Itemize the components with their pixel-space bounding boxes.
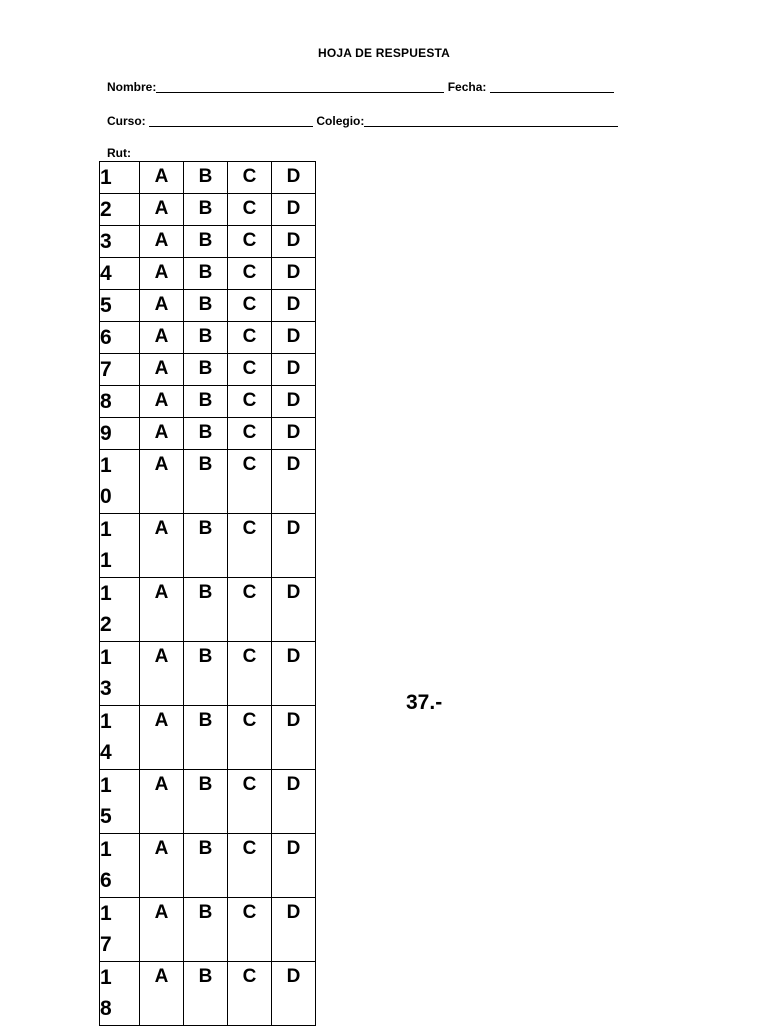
question-number-text: 4 [100, 262, 112, 285]
answer-option-c[interactable]: C [228, 834, 272, 898]
colegio-label: Colegio: [316, 114, 365, 128]
answer-option-b[interactable]: B [184, 226, 228, 258]
question-number [100, 514, 140, 578]
answer-option-d[interactable]: D [272, 386, 316, 418]
answer-option-c[interactable]: C [228, 194, 272, 226]
answer-option-a[interactable]: A [140, 194, 184, 226]
answer-option-d[interactable]: D [272, 514, 316, 578]
answer-option-b[interactable]: B [184, 706, 228, 770]
answer-option-d[interactable]: D [272, 322, 316, 354]
answer-option-c[interactable]: C [228, 386, 272, 418]
fecha-blank[interactable] [490, 81, 614, 93]
answer-option-d[interactable]: D [272, 834, 316, 898]
question-number-note: 37.- [406, 691, 443, 714]
answer-option-a[interactable]: A [140, 642, 184, 706]
nombre-label: Nombre: [107, 80, 157, 94]
question-number [100, 322, 140, 354]
rut-label: Rut: [107, 146, 131, 160]
answer-option-a[interactable]: A [140, 226, 184, 258]
answer-option-d[interactable]: D [272, 162, 316, 194]
answer-option-a[interactable]: A [140, 898, 184, 962]
answer-option-a[interactable]: A [140, 162, 184, 194]
answer-option-b[interactable]: B [184, 194, 228, 226]
answer-row [100, 194, 316, 226]
name-date-line [107, 80, 614, 94]
answer-option-a[interactable]: A [140, 386, 184, 418]
question-number [100, 962, 140, 1026]
answer-row [100, 962, 316, 1026]
answer-option-b[interactable]: B [184, 514, 228, 578]
answer-option-a[interactable]: A [140, 418, 184, 450]
answer-option-a[interactable]: A [140, 514, 184, 578]
question-number-text: 6 [100, 326, 112, 349]
sheet-title: HOJA DE RESPUESTA [317, 46, 451, 60]
answer-row [100, 706, 316, 770]
answer-row [100, 514, 316, 578]
course-school-line [107, 114, 618, 128]
answer-option-b[interactable]: B [184, 898, 228, 962]
answer-option-a[interactable]: A [140, 354, 184, 386]
answer-row [100, 386, 316, 418]
question-number-text: 14 [100, 710, 112, 764]
answer-row [100, 834, 316, 898]
question-number [100, 418, 140, 450]
question-number-text: 13 [100, 646, 112, 700]
question-number-text: 7 [100, 358, 112, 381]
question-number [100, 770, 140, 834]
answer-option-a[interactable]: A [140, 450, 184, 514]
answer-row [100, 418, 316, 450]
answer-option-c[interactable]: C [228, 226, 272, 258]
question-number [100, 386, 140, 418]
answer-option-b[interactable]: B [184, 962, 228, 1026]
question-number-text: 8 [100, 390, 112, 413]
answer-row [100, 322, 316, 354]
answer-option-c[interactable]: C [228, 322, 272, 354]
answer-table [99, 161, 316, 1026]
answer-option-d[interactable]: D [272, 642, 316, 706]
answer-option-b[interactable]: B [184, 834, 228, 898]
answer-option-a[interactable]: A [140, 706, 184, 770]
answer-option-d[interactable]: D [272, 706, 316, 770]
answer-option-d[interactable]: D [272, 194, 316, 226]
answer-option-c[interactable]: C [228, 162, 272, 194]
answer-option-c[interactable]: C [228, 514, 272, 578]
question-number [100, 258, 140, 290]
answer-option-d[interactable]: D [272, 226, 316, 258]
answer-option-a[interactable]: A [140, 834, 184, 898]
answer-option-c[interactable]: C [228, 706, 272, 770]
question-number [100, 578, 140, 642]
nombre-blank[interactable] [156, 81, 444, 93]
answer-option-a[interactable]: A [140, 258, 184, 290]
question-number [100, 706, 140, 770]
answer-option-b[interactable]: B [184, 642, 228, 706]
question-number-text: 15 [100, 774, 112, 828]
answer-option-c[interactable]: C [228, 898, 272, 962]
question-number [100, 834, 140, 898]
answer-option-a[interactable]: A [140, 578, 184, 642]
answer-option-d[interactable]: D [272, 418, 316, 450]
answer-option-b[interactable]: B [184, 322, 228, 354]
answer-option-d[interactable]: D [272, 898, 316, 962]
question-number [100, 194, 140, 226]
answer-row [100, 770, 316, 834]
answer-option-a[interactable]: A [140, 322, 184, 354]
fecha-label: Fecha: [447, 80, 487, 94]
answer-option-d[interactable]: D [272, 450, 316, 514]
question-number [100, 226, 140, 258]
curso-label: Curso: [107, 114, 146, 128]
answer-option-d[interactable]: D [272, 770, 316, 834]
question-number-text: 17 [100, 902, 112, 956]
answer-option-b[interactable]: B [184, 578, 228, 642]
answer-option-b[interactable]: B [184, 290, 228, 322]
question-number-text: 1 [100, 166, 112, 189]
question-number-text: 9 [100, 422, 112, 445]
answer-row [100, 162, 316, 194]
answer-option-c[interactable]: C [228, 258, 272, 290]
answer-option-b[interactable]: B [184, 450, 228, 514]
question-number [100, 162, 140, 194]
answer-option-d[interactable]: D [272, 354, 316, 386]
answer-option-b[interactable]: B [184, 354, 228, 386]
answer-option-b[interactable]: B [184, 258, 228, 290]
answer-option-d[interactable]: D [272, 578, 316, 642]
answer-row [100, 898, 316, 962]
question-number-text: 18 [100, 966, 112, 1020]
curso-blank[interactable] [149, 115, 313, 127]
answer-row [100, 354, 316, 386]
answer-option-a[interactable]: A [140, 962, 184, 1026]
question-number-text: 2 [100, 198, 112, 221]
answer-option-a[interactable]: A [140, 770, 184, 834]
answer-option-c[interactable]: C [228, 770, 272, 834]
question-number [100, 450, 140, 514]
question-number-text: 16 [100, 838, 112, 892]
question-number [100, 290, 140, 322]
answer-option-c[interactable]: C [228, 578, 272, 642]
answer-option-c[interactable]: C [228, 290, 272, 322]
question-number-text: 11 [100, 518, 112, 572]
answer-option-b[interactable]: B [184, 162, 228, 194]
answer-row [100, 258, 316, 290]
answer-option-c[interactable]: C [228, 962, 272, 1026]
rut-line [107, 146, 131, 160]
answer-row [100, 642, 316, 706]
answer-option-b[interactable]: B [184, 770, 228, 834]
question-number-text: 5 [100, 294, 112, 317]
question-number-text: 3 [100, 230, 112, 253]
question-number [100, 642, 140, 706]
answer-option-b[interactable]: B [184, 386, 228, 418]
question-number [100, 898, 140, 962]
question-number-text: 10 [100, 454, 112, 508]
answer-row [100, 578, 316, 642]
answer-row [100, 226, 316, 258]
colegio-blank[interactable] [364, 115, 618, 127]
answer-option-a[interactable]: A [140, 290, 184, 322]
answer-row [100, 290, 316, 322]
question-number-text: 12 [100, 582, 112, 636]
answer-option-b[interactable]: B [184, 418, 228, 450]
answer-option-d[interactable]: D [272, 258, 316, 290]
question-number [100, 354, 140, 386]
answer-row [100, 450, 316, 514]
answer-option-d[interactable]: D [272, 962, 316, 1026]
answer-option-d[interactable]: D [272, 290, 316, 322]
answer-option-c[interactable]: C [228, 450, 272, 514]
answer-option-c[interactable]: C [228, 642, 272, 706]
answer-option-c[interactable]: C [228, 418, 272, 450]
answer-option-c[interactable]: C [228, 354, 272, 386]
